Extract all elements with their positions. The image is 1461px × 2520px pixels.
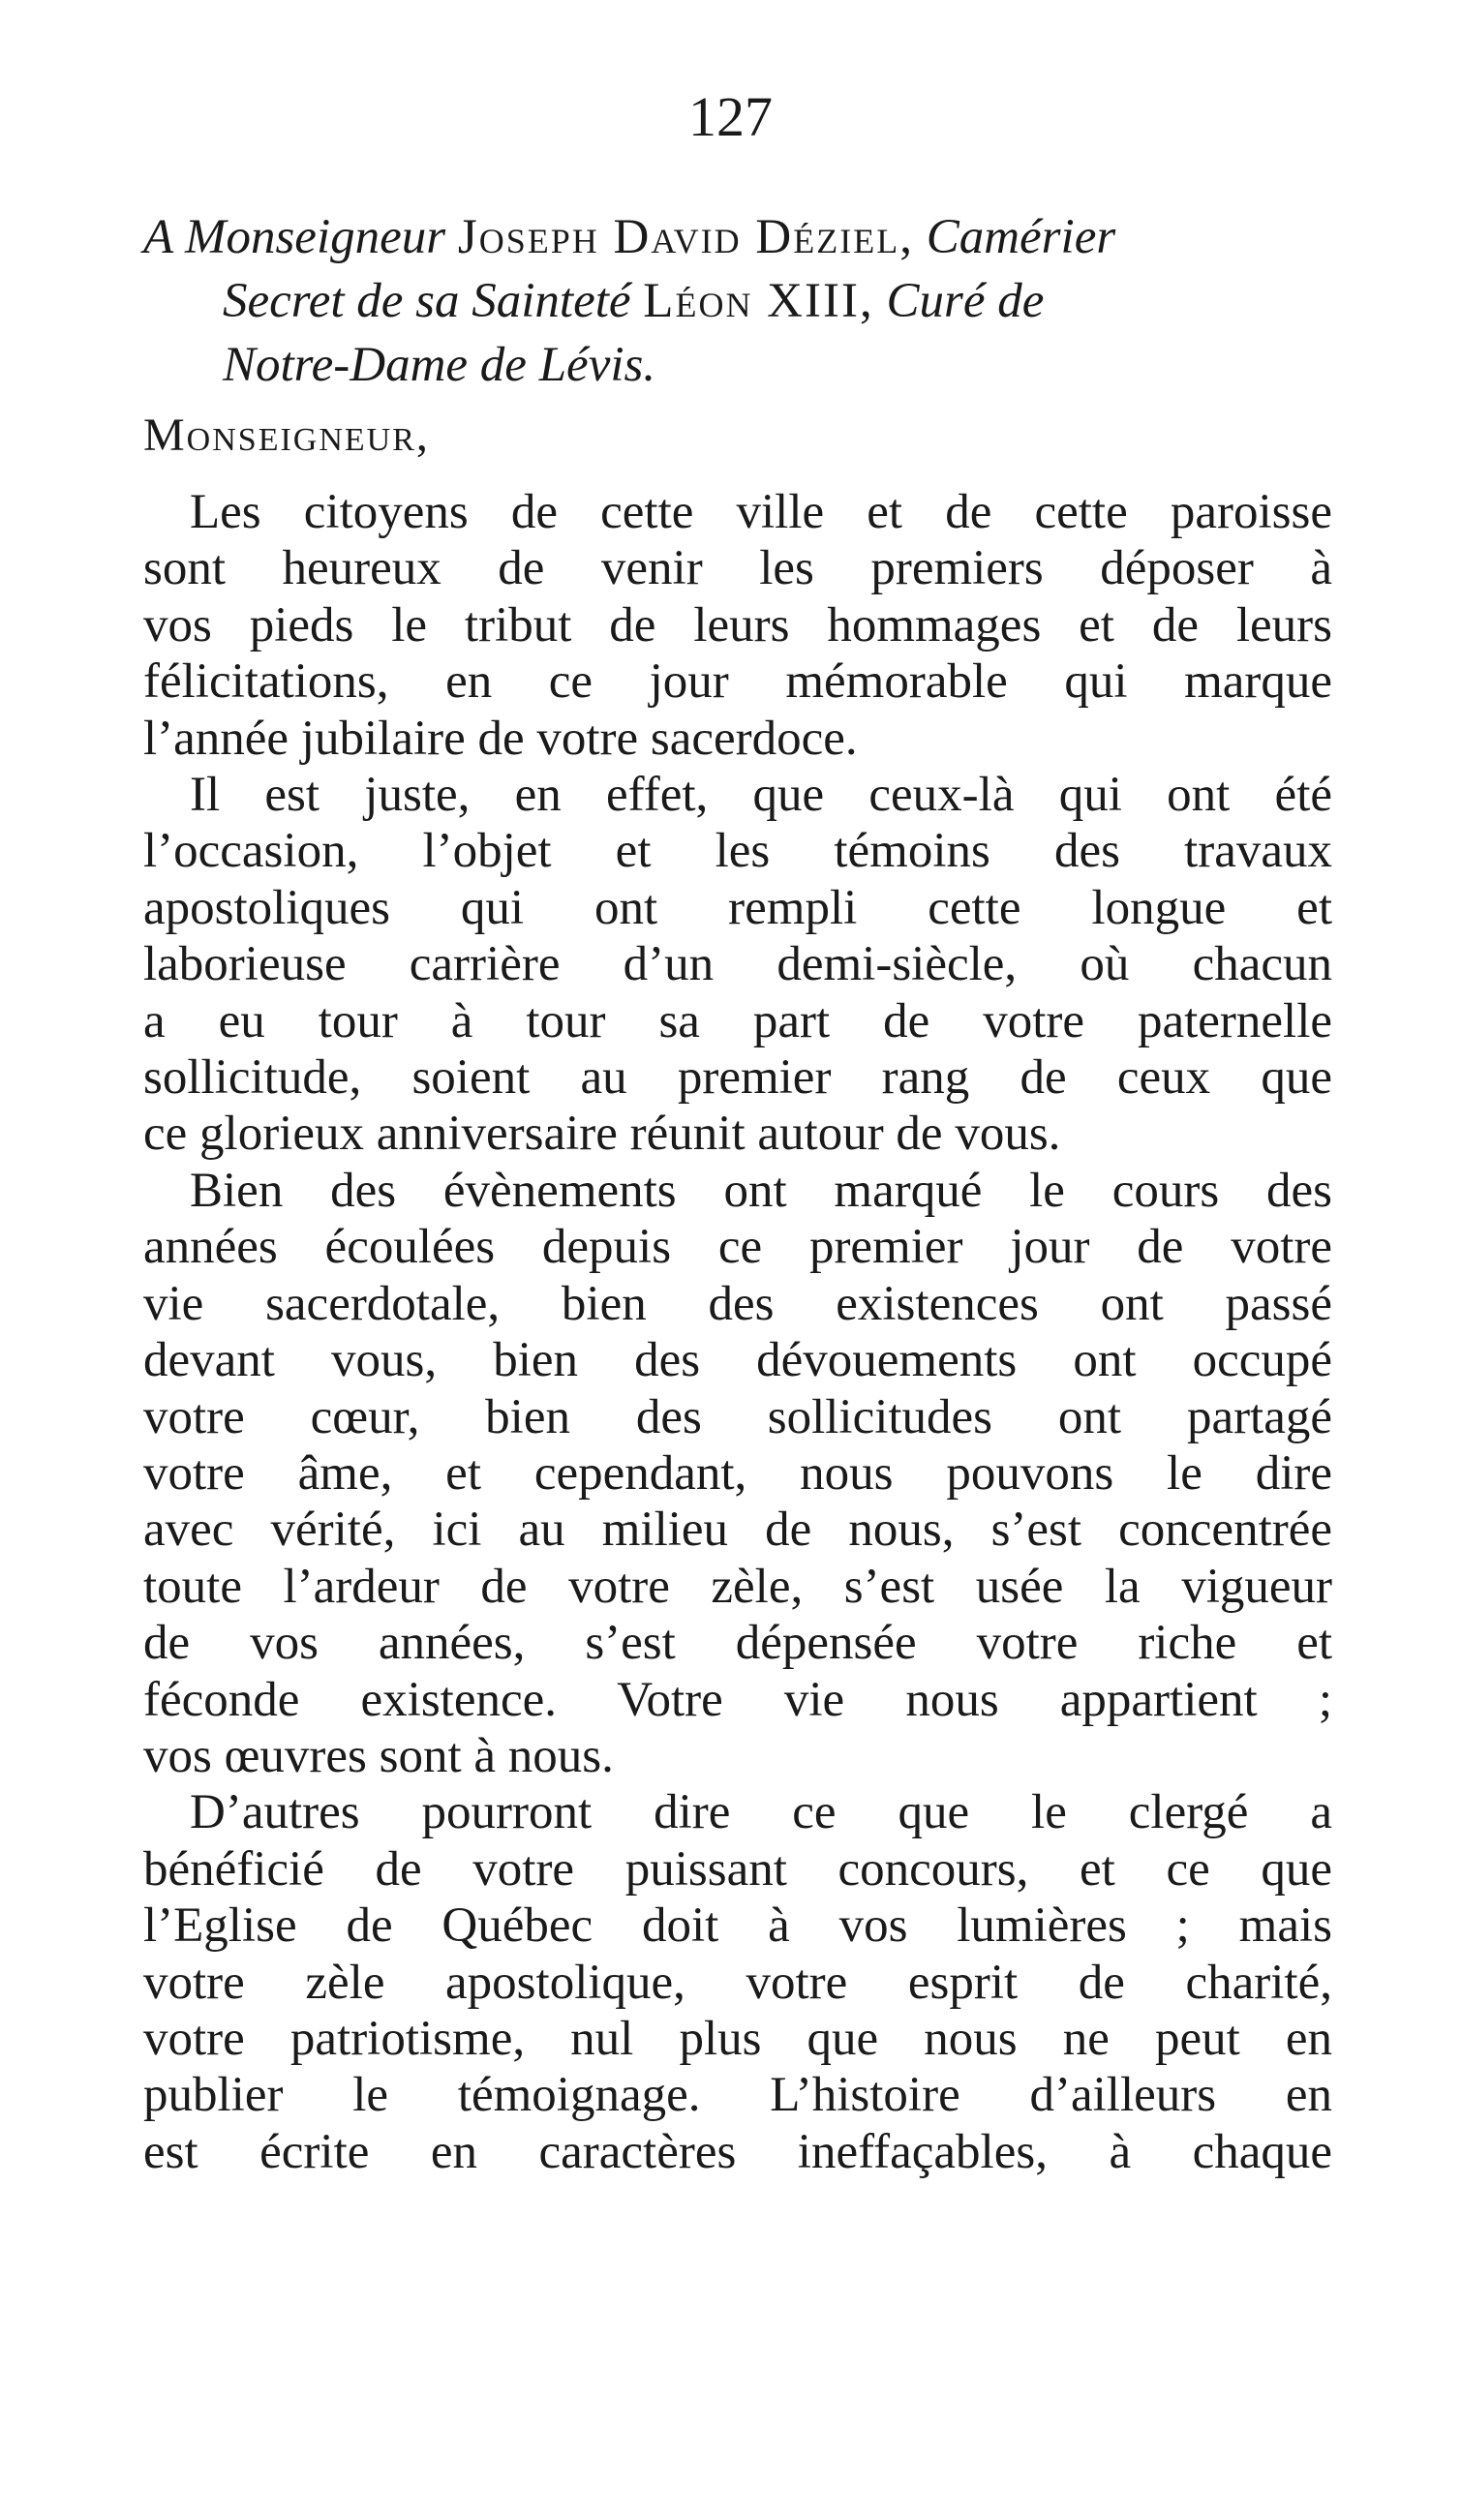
text-line: vos œuvres sont à nous. <box>143 1728 614 1783</box>
text-line: D’autres pourront dire ce que le clergé a <box>190 1785 1332 1840</box>
address-honorific: A Monseigneur <box>143 210 446 264</box>
paragraph <box>143 484 1332 767</box>
text-line: vos pieds le tribut de leurs hommages et de leurs <box>143 597 1332 653</box>
text-line: votre cœur, bien des sollicitudes ont partagé <box>143 1389 1332 1444</box>
text-line: Il est juste, en effet, que ceux-là qui ont été <box>190 768 1332 823</box>
text-line: années écoulées depuis ce premier jour de votre <box>143 1220 1332 1275</box>
text-line: l’Eglise de Québec doit à vos lumières ; mais <box>143 1898 1332 1954</box>
paragraph <box>143 1163 1332 1784</box>
address-block <box>143 205 1334 397</box>
address-line-2 <box>143 269 1334 333</box>
text-line: toute l’ardeur de votre zèle, s’est usée la vigueur <box>143 1559 1332 1614</box>
text-line: de vos années, s’est dépensée votre riche et <box>143 1616 1332 1671</box>
text-line: votre zèle apostolique, votre esprit de charité, <box>143 1955 1332 2010</box>
salutation: Monseigneur, <box>143 410 430 461</box>
address-line-1 <box>143 205 1334 269</box>
letter-body <box>143 484 1332 2180</box>
text-line: apostoliques qui ont rempli cette longue et <box>143 880 1332 935</box>
address-title-continued: Secret de sa Sainteté <box>223 274 631 328</box>
paragraph <box>143 1784 1332 2180</box>
address-recipient-name: Joseph David Déziel, <box>457 210 914 264</box>
address-line-3: Notre-Dame de Lévis. <box>223 338 656 392</box>
text-line: votre patriotisme, nul plus que nous ne peut en <box>143 2011 1332 2066</box>
address-title: Camérier <box>926 210 1116 264</box>
text-line: bénéficié de votre puissant concours, et ce que <box>143 1841 1332 1897</box>
paragraph <box>143 767 1332 1163</box>
text-line: publier le témoignage. L’histoire d’ailleurs en <box>143 2068 1332 2123</box>
address-office: Curé de <box>886 274 1045 328</box>
text-line: féconde existence. Votre vie nous appartient ; <box>143 1672 1332 1727</box>
text-line: sont heureux de venir les premiers déposer à <box>143 541 1332 596</box>
page-number: 127 <box>688 85 773 148</box>
text-line: l’occasion, l’objet et les témoins des travaux <box>143 824 1332 879</box>
text-line: l’année jubilaire de votre sacerdoce. <box>143 711 858 766</box>
text-line: laborieuse carrière d’un demi-siècle, où chacun <box>143 937 1332 992</box>
text-line: est écrite en caractères ineffaçables, à chaque <box>143 2124 1332 2179</box>
text-line: Bien des évènements ont marqué le cours des <box>190 1163 1332 1218</box>
text-line: vie sacerdotale, bien des existences ont passé <box>143 1276 1332 1331</box>
text-line: avec vérité, ici au milieu de nous, s’est concentrée <box>143 1503 1332 1558</box>
text-line: Les citoyens de cette ville et de cette paroisse <box>190 485 1332 539</box>
text-line: ce glorieux anniversaire réunit autour de vous. <box>143 1107 1061 1162</box>
text-line: sollicitude, soient au premier rang de ceux que <box>143 1050 1332 1106</box>
text-line: votre âme, et cependant, nous pouvons le dire <box>143 1445 1332 1501</box>
address-pope-name: Léon XIII, <box>643 274 874 328</box>
text-line: félicitations, en ce jour mémorable qui marque <box>143 654 1332 710</box>
text-line: a eu tour à tour sa part de votre paternelle <box>143 993 1332 1048</box>
text-line: devant vous, bien des dévouements ont occupé <box>143 1333 1332 1388</box>
